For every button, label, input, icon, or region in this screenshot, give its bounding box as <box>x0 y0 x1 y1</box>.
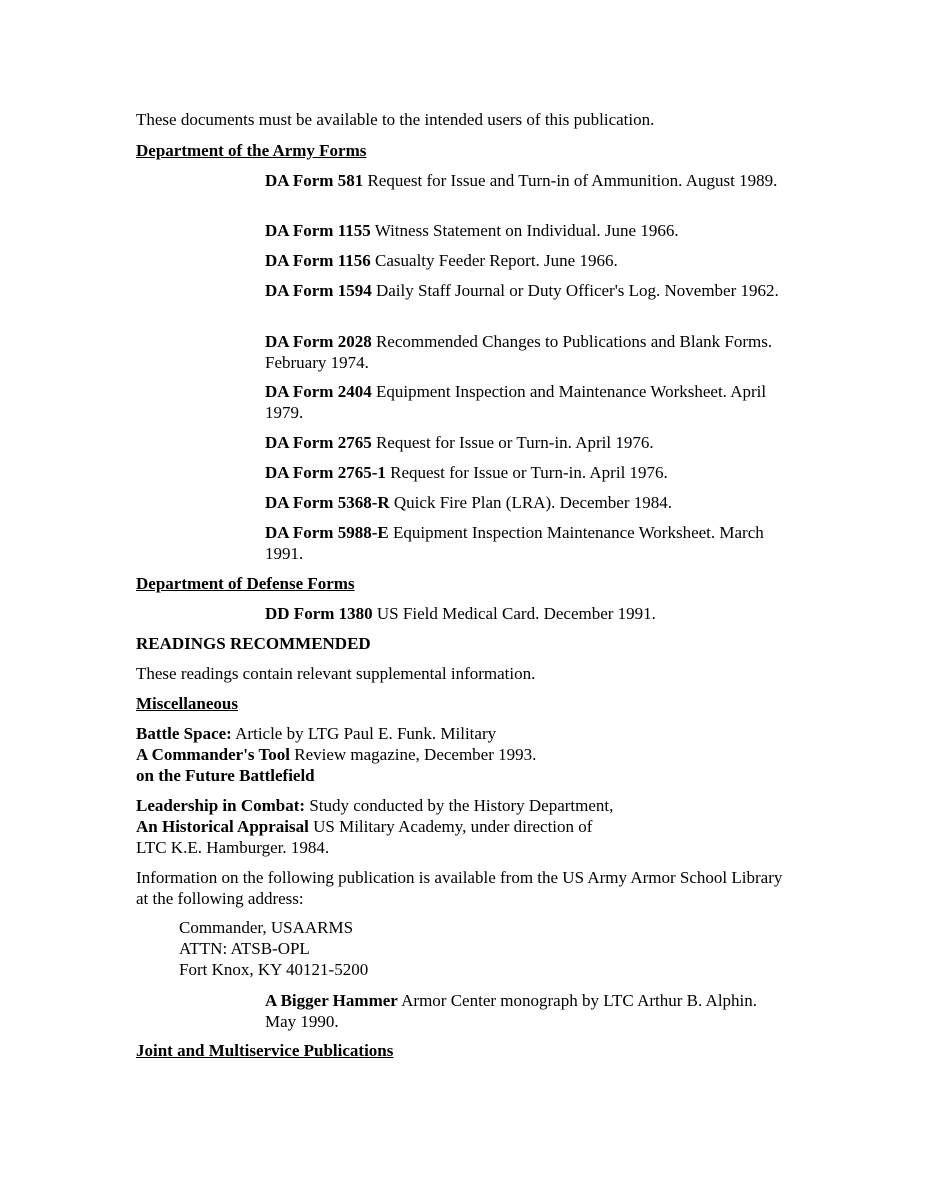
form-entry: DA Form 1155 Witness Statement on Individual. June 1966. <box>265 221 679 240</box>
form-entry: DA Form 2404 Equipment Inspection and Maintenance Worksheet. April 1979. <box>265 382 767 422</box>
form-entry: DA Form 5988-E Equipment Inspection Maintenance Worksheet. March 1991. <box>265 523 764 563</box>
form-entry: DA Form 1156 Casualty Feeder Report. June 1966. <box>265 251 618 270</box>
form-entry: DA Form 5368-R Quick Fire Plan (LRA). December 1984. <box>265 493 672 512</box>
form-entry: DA Form 2765-1 Request for Issue or Turn-in. April 1976. <box>265 463 668 482</box>
info-text: Information on the following publication is available from the US Army Armor School Library at the following address: <box>136 868 783 908</box>
bigger-hammer-entry: A Bigger Hammer Armor Center monograph by LTC Arthur B. Alphin. May 1990. <box>265 991 758 1031</box>
form-entry: DA Form 581 Request for Issue and Turn-in of Ammunition. August 1989. <box>265 171 778 190</box>
form-entry: DA Form 2765 Request for Issue or Turn-in. April 1976. <box>265 433 654 452</box>
leadership-entry: Leadership in Combat: Study conducted by the History Department, An Historical Appraisal US Military Academy, under direction of LTC K.E. Hamburger. 1984. <box>136 796 614 857</box>
dod-forms-heading: Department of Defense Forms <box>136 574 355 593</box>
form-entry: DA Form 2028 Recommended Changes to Publications and Blank Forms. February 1974. <box>265 332 773 372</box>
readings-heading: READINGS RECOMMENDED <box>136 634 371 653</box>
form-entry: DD Form 1380 US Field Medical Card. December 1991. <box>265 604 656 623</box>
intro-text: These documents must be available to the intended users of this publication. <box>136 110 655 129</box>
misc-heading: Miscellaneous <box>136 694 238 713</box>
form-entry: DA Form 1594 Daily Staff Journal or Duty Officer's Log. November 1962. <box>265 281 779 300</box>
joint-heading: Joint and Multiservice Publications <box>136 1041 394 1060</box>
battle-space-entry: Battle Space: Article by LTG Paul E. Funk. Military A Commander's Tool Review magazine, December 1993. on the Future Battlefield <box>136 724 537 785</box>
mailing-address: Commander, USAARMS ATTN: ATSB-OPL Fort Knox, KY 40121-5200 <box>179 918 369 979</box>
readings-intro: These readings contain relevant supplemental information. <box>136 664 536 683</box>
army-forms-heading: Department of the Army Forms <box>136 141 367 160</box>
